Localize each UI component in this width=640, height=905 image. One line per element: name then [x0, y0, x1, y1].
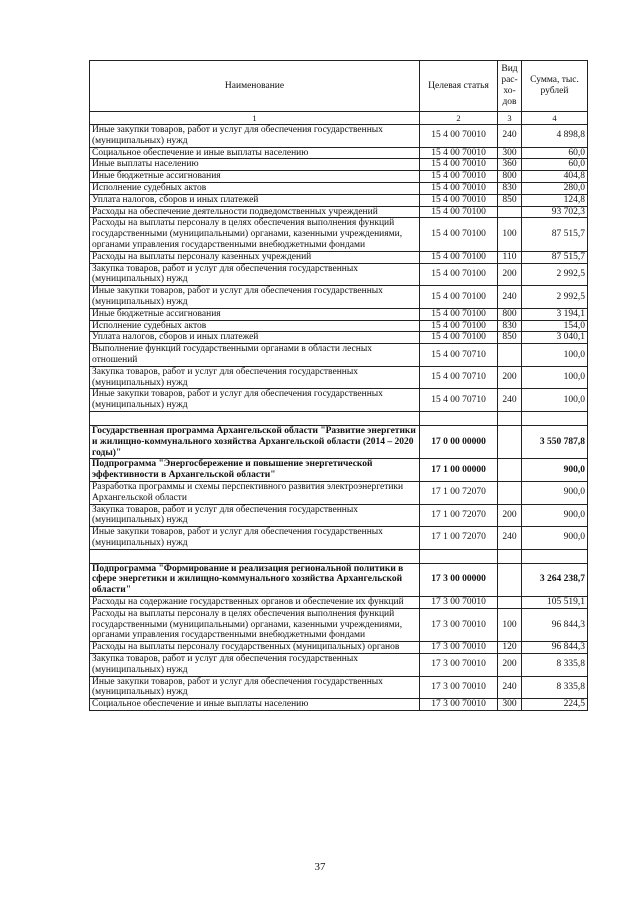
cell-name: Расходы на содержание государственных органов и обеспечение их функций	[90, 597, 420, 609]
cell-vid: 110	[498, 251, 522, 263]
cell-name: Расходы на обеспечение деятельности подведомственных учреждений	[90, 206, 420, 218]
cell-code: 15 4 00 70010	[420, 182, 498, 194]
table-row	[90, 308, 588, 320]
table-row	[90, 597, 588, 609]
cell-name: Расходы на выплаты персоналу государственных (муниципальных) органов	[90, 642, 420, 654]
cell-sum: 900,0	[522, 459, 588, 482]
cell-vid	[498, 597, 522, 609]
cell-name: Закупка товаров, работ и услуг для обеспечения государственных (муниципальных) нужд	[90, 366, 420, 389]
cell-code: 15 4 00 70710	[420, 344, 498, 367]
cell-vid: 800	[498, 171, 522, 183]
cell-vid: 300	[498, 699, 522, 711]
cell-name: Иные закупки товаров, работ и услуг для обеспечения государственных (муниципальных) нужд	[90, 125, 420, 148]
column-index: 1	[90, 112, 420, 125]
cell-vid: 850	[498, 332, 522, 344]
header-vid: Вид рас-хо-дов	[498, 61, 522, 112]
table-row	[90, 642, 588, 654]
empty-cell	[420, 411, 498, 425]
cell-name: Иные закупки товаров, работ и услуг для обеспечения государственных (муниципальных) нужд	[90, 527, 420, 550]
cell-code: 15 4 00 70100	[420, 206, 498, 218]
cell-vid: 100	[498, 218, 522, 251]
cell-vid: 360	[498, 159, 522, 171]
cell-name: Подпрограмма "Энергосбережение и повышение энергетической эффективности в Архангельской области"	[90, 459, 420, 482]
table-row	[90, 286, 588, 309]
empty-cell	[522, 549, 588, 563]
cell-code: 15 4 00 70710	[420, 389, 498, 412]
cell-vid: 240	[498, 527, 522, 550]
table-row	[90, 218, 588, 251]
table-row	[90, 171, 588, 183]
cell-code: 17 1 00 00000	[420, 459, 498, 482]
cell-sum: 900,0	[522, 481, 588, 504]
cell-code: 17 3 00 70010	[420, 654, 498, 677]
cell-code: 15 4 00 70710	[420, 366, 498, 389]
cell-sum: 100,0	[522, 344, 588, 367]
cell-vid: 830	[498, 182, 522, 194]
cell-name: Государственная программа Архангельской области "Развитие энергетики и жилищно-коммунального хозяйства Архангельской области (2014 – 2020 годы)"	[90, 425, 420, 458]
table-row	[90, 147, 588, 159]
empty-cell	[90, 411, 420, 425]
cell-code: 15 4 00 70100	[420, 218, 498, 251]
cell-vid	[498, 344, 522, 367]
cell-sum: 224,5	[522, 699, 588, 711]
table-spacer-row	[90, 549, 588, 563]
cell-name: Закупка товаров, работ и услуг для обеспечения государственных (муниципальных) нужд	[90, 654, 420, 677]
cell-sum: 3 194,1	[522, 308, 588, 320]
cell-code: 15 4 00 70100	[420, 251, 498, 263]
table-row	[90, 389, 588, 412]
cell-code: 17 3 00 70010	[420, 608, 498, 641]
cell-name: Социальное обеспечение и иные выплаты населению	[90, 147, 420, 159]
cell-name: Иные закупки товаров, работ и услуг для обеспечения государственных (муниципальных) нужд	[90, 286, 420, 309]
column-index: 4	[522, 112, 588, 125]
cell-code: 17 3 00 70010	[420, 597, 498, 609]
table-row	[90, 563, 588, 596]
cell-name: Закупка товаров, работ и услуг для обеспечения государственных (муниципальных) нужд	[90, 263, 420, 286]
cell-name: Разработка программы и схемы перспективного развития электроэнергетики Архангельской области	[90, 481, 420, 504]
cell-code: 15 4 00 70100	[420, 332, 498, 344]
cell-name: Социальное обеспечение и иные выплаты населению	[90, 699, 420, 711]
table-row	[90, 251, 588, 263]
cell-vid: 200	[498, 366, 522, 389]
cell-code: 15 4 00 70010	[420, 125, 498, 148]
header-sum: Сумма, тыс. рублей	[522, 61, 588, 112]
cell-vid: 200	[498, 654, 522, 677]
cell-code: 15 4 00 70010	[420, 194, 498, 206]
table-row	[90, 332, 588, 344]
cell-sum: 900,0	[522, 527, 588, 550]
cell-name: Расходы на выплаты персоналу в целях обеспечения выполнения функций государственными (муниципальными) органами, казенными учреждениями, органами управления государственными внебюджетными фондами	[90, 218, 420, 251]
cell-sum: 87 515,7	[522, 251, 588, 263]
cell-sum: 3 040,1	[522, 332, 588, 344]
table-row	[90, 194, 588, 206]
table-row	[90, 481, 588, 504]
cell-code: 17 3 00 70010	[420, 676, 498, 699]
cell-code: 15 4 00 70100	[420, 320, 498, 332]
cell-sum: 8 335,8	[522, 676, 588, 699]
cell-sum: 8 335,8	[522, 654, 588, 677]
cell-vid	[498, 481, 522, 504]
column-index: 2	[420, 112, 498, 125]
cell-name: Закупка товаров, работ и услуг для обеспечения государственных (муниципальных) нужд	[90, 504, 420, 527]
table-row	[90, 699, 588, 711]
cell-sum: 96 844,3	[522, 642, 588, 654]
cell-vid: 240	[498, 389, 522, 412]
cell-vid: 800	[498, 308, 522, 320]
table-row	[90, 676, 588, 699]
cell-name: Подпрограмма "Формирование и реализация региональной политики в сфере энергетики и жилищно-коммунального хозяйства Архангельской области"	[90, 563, 420, 596]
table-row	[90, 320, 588, 332]
cell-name: Уплата налогов, сборов и иных платежей	[90, 332, 420, 344]
table-row	[90, 125, 588, 148]
cell-name: Исполнение судебных актов	[90, 182, 420, 194]
table-row	[90, 206, 588, 218]
cell-vid	[498, 563, 522, 596]
table-row	[90, 182, 588, 194]
cell-code: 17 3 00 70010	[420, 642, 498, 654]
cell-sum: 900,0	[522, 504, 588, 527]
table-row	[90, 504, 588, 527]
cell-vid: 300	[498, 147, 522, 159]
cell-name: Расходы на выплаты персоналу казенных учреждений	[90, 251, 420, 263]
empty-cell	[90, 549, 420, 563]
cell-vid: 830	[498, 320, 522, 332]
cell-code: 17 1 00 72070	[420, 527, 498, 550]
cell-code: 17 1 00 72070	[420, 481, 498, 504]
cell-name: Иные бюджетные ассигнования	[90, 171, 420, 183]
cell-name: Выполнение функций государственными органами в области лесных отношений	[90, 344, 420, 367]
cell-sum: 87 515,7	[522, 218, 588, 251]
cell-code: 15 4 00 70100	[420, 308, 498, 320]
cell-sum: 3 264 238,7	[522, 563, 588, 596]
cell-sum: 154,0	[522, 320, 588, 332]
cell-vid: 200	[498, 504, 522, 527]
table-row	[90, 366, 588, 389]
cell-sum: 93 702,3	[522, 206, 588, 218]
empty-cell	[522, 411, 588, 425]
cell-name: Иные бюджетные ассигнования	[90, 308, 420, 320]
cell-code: 15 4 00 70100	[420, 263, 498, 286]
budget-table	[89, 60, 588, 711]
table-row	[90, 527, 588, 550]
cell-name: Иные выплаты населению	[90, 159, 420, 171]
column-index: 3	[498, 112, 522, 125]
cell-vid: 200	[498, 263, 522, 286]
cell-vid	[498, 206, 522, 218]
page-number: 37	[314, 861, 326, 873]
empty-cell	[498, 411, 522, 425]
cell-code: 17 1 00 72070	[420, 504, 498, 527]
cell-name: Уплата налогов, сборов и иных платежей	[90, 194, 420, 206]
cell-sum: 105 519,1	[522, 597, 588, 609]
cell-sum: 124,8	[522, 194, 588, 206]
cell-sum: 100,0	[522, 389, 588, 412]
cell-vid: 120	[498, 642, 522, 654]
cell-name: Иные закупки товаров, работ и услуг для обеспечения государственных (муниципальных) нужд	[90, 389, 420, 412]
cell-code: 17 3 00 00000	[420, 563, 498, 596]
header-name: Наименование	[90, 61, 420, 112]
cell-sum: 100,0	[522, 366, 588, 389]
table-row	[90, 459, 588, 482]
cell-sum: 404,8	[522, 171, 588, 183]
cell-vid: 100	[498, 608, 522, 641]
cell-code: 15 4 00 70010	[420, 171, 498, 183]
table-row	[90, 344, 588, 367]
table-header-row	[90, 61, 588, 112]
cell-code: 15 4 00 70010	[420, 159, 498, 171]
table-row	[90, 425, 588, 458]
table-row	[90, 159, 588, 171]
cell-vid	[498, 425, 522, 458]
cell-sum: 2 992,5	[522, 263, 588, 286]
cell-code: 15 4 00 70010	[420, 147, 498, 159]
cell-name: Иные закупки товаров, работ и услуг для обеспечения государственных (муниципальных) нужд	[90, 676, 420, 699]
cell-name: Расходы на выплаты персоналу в целях обеспечения выполнения функций государственными (муниципальными) органами, казенными учреждениями, органами управления государственными внебюджетными фондами	[90, 608, 420, 641]
table-body	[90, 125, 588, 711]
cell-vid: 240	[498, 286, 522, 309]
table-spacer-row	[90, 411, 588, 425]
cell-vid: 240	[498, 676, 522, 699]
cell-code: 17 0 00 00000	[420, 425, 498, 458]
cell-sum: 60,0	[522, 159, 588, 171]
table-row	[90, 608, 588, 641]
cell-sum: 60,0	[522, 147, 588, 159]
cell-sum: 2 992,5	[522, 286, 588, 309]
cell-sum: 280,0	[522, 182, 588, 194]
cell-name: Исполнение судебных актов	[90, 320, 420, 332]
cell-code: 17 3 00 70010	[420, 699, 498, 711]
empty-cell	[420, 549, 498, 563]
cell-sum: 3 550 787,8	[522, 425, 588, 458]
cell-sum: 96 844,3	[522, 608, 588, 641]
column-index-row	[90, 112, 588, 125]
empty-cell	[498, 549, 522, 563]
table-row	[90, 263, 588, 286]
cell-sum: 4 898,8	[522, 125, 588, 148]
header-code: Целевая статья	[420, 61, 498, 112]
cell-vid	[498, 459, 522, 482]
cell-code: 15 4 00 70100	[420, 286, 498, 309]
table-row	[90, 654, 588, 677]
cell-vid: 240	[498, 125, 522, 148]
cell-vid: 850	[498, 194, 522, 206]
